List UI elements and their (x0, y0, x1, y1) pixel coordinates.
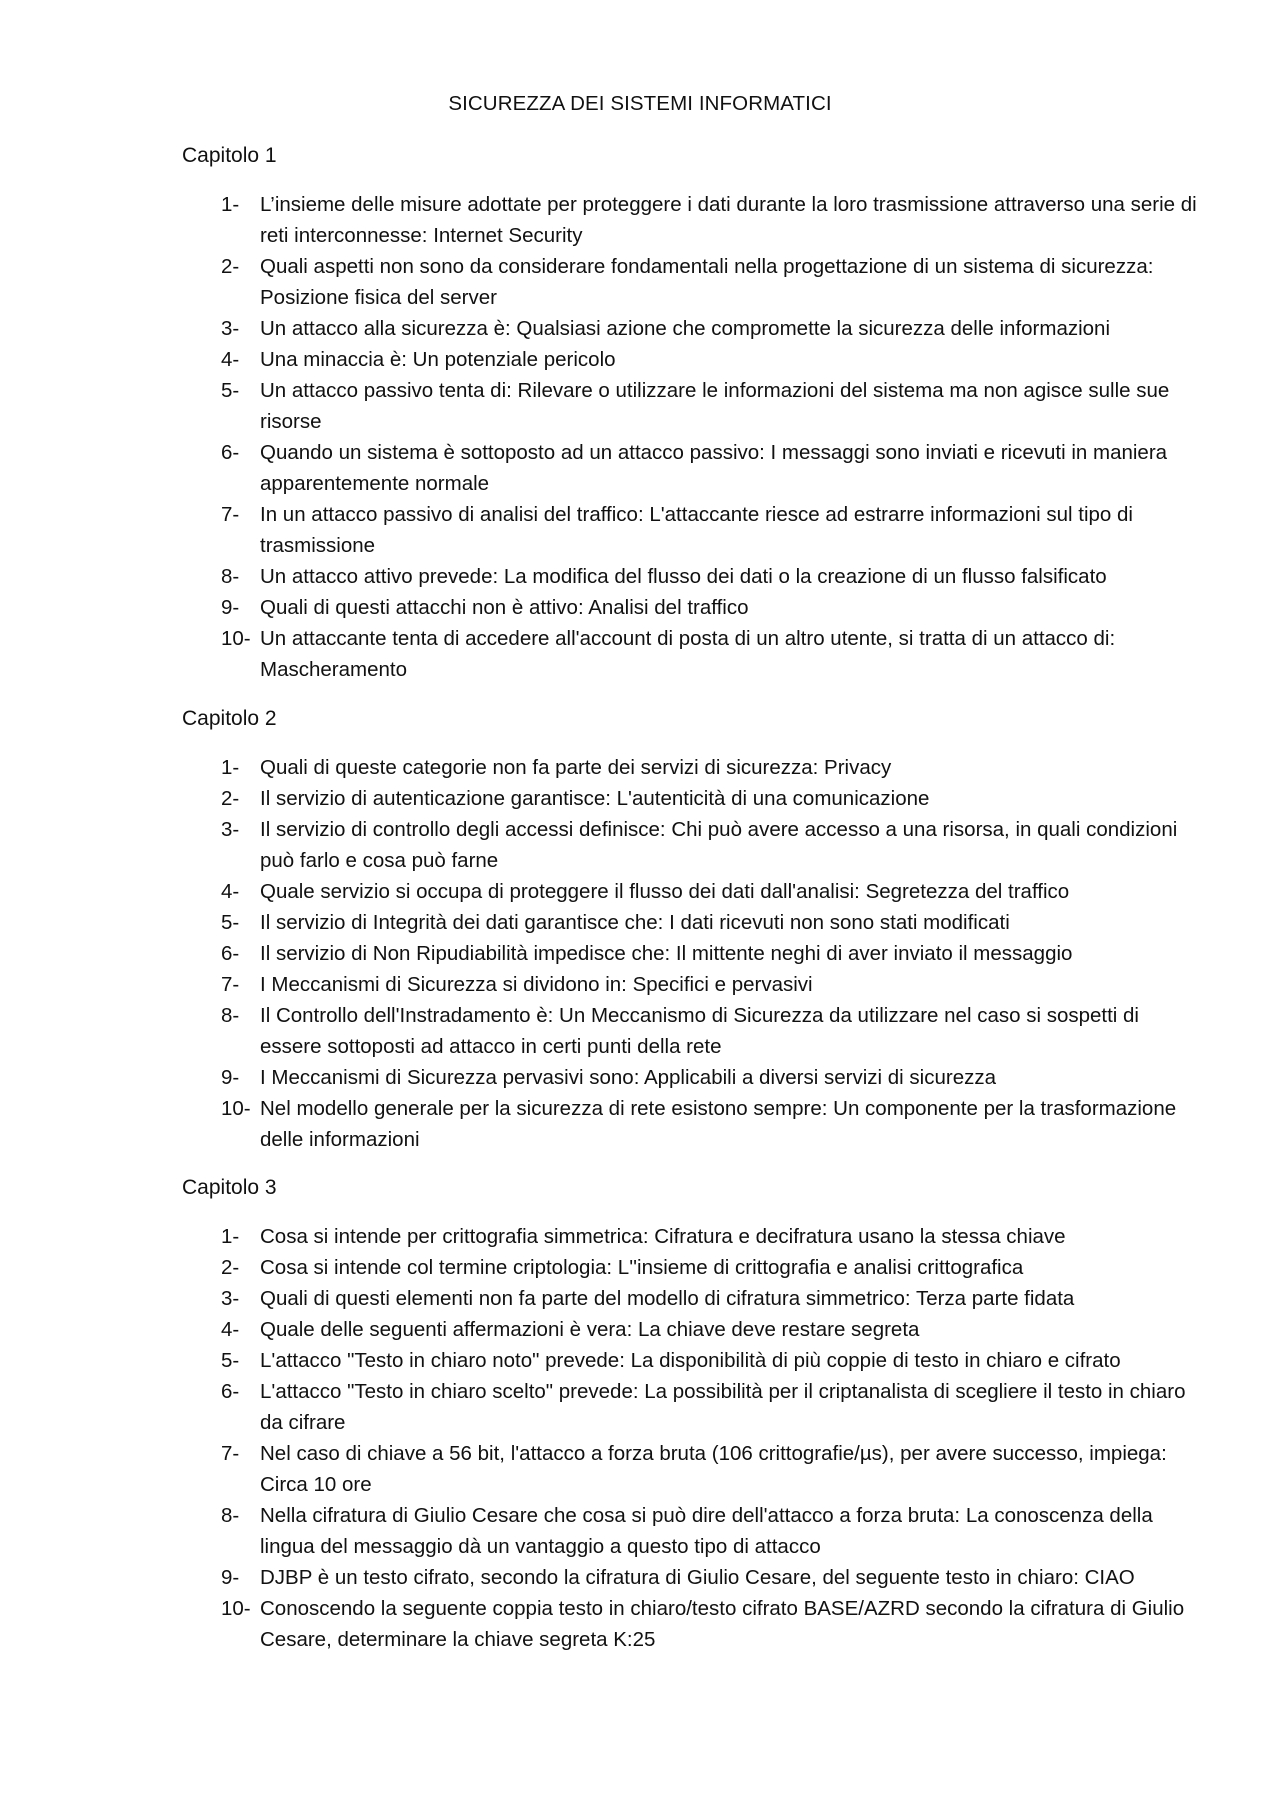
question-item (182, 1062, 1202, 1093)
question-number: 9- (221, 1066, 240, 1089)
question-number: 6- (221, 441, 240, 464)
question-number: 3- (221, 818, 240, 841)
question-number: 2- (221, 255, 240, 278)
question-text: Il servizio di controllo degli accessi definisce: Chi può avere accesso a una risorsa, in quali condizioni può farlo e cosa può farne (260, 818, 1178, 872)
chapter-1 (182, 140, 1202, 685)
question-number: 5- (221, 379, 240, 402)
question-number: 9- (221, 596, 240, 619)
question-text: Nel caso di chiave a 56 bit, l'attacco a forza bruta (106 crittografie/µs), per avere successo, impiega: Circa 10 ore (260, 1442, 1167, 1496)
question-number: 9- (221, 1566, 240, 1589)
question-text: Quali di questi attacchi non è attivo: Analisi del traffico (260, 596, 749, 619)
question-number: 10- (221, 1597, 251, 1620)
question-item (182, 752, 1202, 783)
question-item (182, 499, 1202, 561)
question-item (182, 1221, 1202, 1252)
question-item (182, 1252, 1202, 1283)
chapter-3 (182, 1172, 1202, 1655)
question-item (182, 1345, 1202, 1376)
question-number: 6- (221, 1380, 240, 1403)
question-number: 4- (221, 348, 240, 371)
question-text: I Meccanismi di Sicurezza si dividono in: Specifici e pervasivi (260, 973, 813, 996)
question-item (182, 1314, 1202, 1345)
question-number: 8- (221, 1004, 240, 1027)
chapter-title: Capitolo 1 (182, 144, 277, 167)
question-item (182, 592, 1202, 623)
question-number: 8- (221, 565, 240, 588)
question-number: 2- (221, 1256, 240, 1279)
question-number: 6- (221, 942, 240, 965)
chapter-2 (182, 703, 1202, 1155)
question-text: L'attacco "Testo in chiaro noto" prevede: La disponibilità di più coppie di testo in chiaro e cifrato (260, 1349, 1121, 1372)
question-item (182, 1562, 1202, 1593)
question-text: Quali di questi elementi non fa parte del modello di cifratura simmetrico: Terza parte fidata (260, 1287, 1075, 1310)
question-item (182, 876, 1202, 907)
question-item (182, 1438, 1202, 1500)
question-item (182, 907, 1202, 938)
question-item (182, 437, 1202, 499)
question-text: Quale delle seguenti affermazioni è vera: La chiave deve restare segreta (260, 1318, 920, 1341)
question-list (182, 189, 1202, 685)
question-text: Il servizio di Non Ripudiabilità impedisce che: Il mittente neghi di aver inviato il messaggio (260, 942, 1073, 965)
question-item (182, 1000, 1202, 1062)
question-number: 10- (221, 627, 251, 650)
question-text: Cosa si intende col termine criptologia: L''insieme di crittografia e analisi crittografica (260, 1256, 1024, 1279)
question-number: 1- (221, 1225, 240, 1248)
question-number: 3- (221, 1287, 240, 1310)
question-text: Cosa si intende per crittografia simmetrica: Cifratura e decifratura usano la stessa chiave (260, 1225, 1066, 1248)
question-text: Il Controllo dell'Instradamento è: Un Meccanismo di Sicurezza da utilizzare nel caso si sospetti di essere sottoposti ad attacco in certi punti della rete (260, 1004, 1139, 1058)
question-number: 3- (221, 317, 240, 340)
question-item (182, 375, 1202, 437)
question-number: 4- (221, 880, 240, 903)
question-text: Nella cifratura di Giulio Cesare che cosa si può dire dell'attacco a forza bruta: La conoscenza della lingua del messaggio dà un vantaggio a questo tipo di attacco (260, 1504, 1153, 1558)
question-text: Un attacco attivo prevede: La modifica del flusso dei dati o la creazione di un flusso falsificato (260, 565, 1107, 588)
question-text: Conoscendo la seguente coppia testo in chiaro/testo cifrato BASE/AZRD secondo la cifratura di Giulio Cesare, determinare la chiave segreta K:25 (260, 1597, 1185, 1651)
question-item (182, 1283, 1202, 1314)
question-list (182, 1221, 1202, 1655)
question-item (182, 623, 1202, 685)
question-text: Il servizio di Integrità dei dati garantisce che: I dati ricevuti non sono stati modificati (260, 911, 1010, 934)
question-item (182, 1093, 1202, 1155)
question-item (182, 344, 1202, 375)
question-item (182, 938, 1202, 969)
chapter-title: Capitolo 3 (182, 1176, 277, 1199)
question-number: 7- (221, 1442, 240, 1465)
question-text: Un attacco alla sicurezza è: Qualsiasi azione che compromette la sicurezza delle informazioni (260, 317, 1111, 340)
question-number: 7- (221, 973, 240, 996)
question-number: 4- (221, 1318, 240, 1341)
question-text: Quali aspetti non sono da considerare fondamentali nella progettazione di un sistema di sicurezza: Posizione fisica del server (260, 255, 1154, 309)
question-text: L'attacco "Testo in chiaro scelto" prevede: La possibilità per il criptanalista di scegliere il testo in chiaro da cifrare (260, 1380, 1186, 1434)
question-number: 2- (221, 787, 240, 810)
question-item (182, 189, 1202, 251)
question-item (182, 814, 1202, 876)
question-text: Quando un sistema è sottoposto ad un attacco passivo: I messaggi sono inviati e ricevuti in maniera apparentemente normale (260, 441, 1168, 495)
question-number: 1- (221, 756, 240, 779)
question-item (182, 1593, 1202, 1655)
question-number: 10- (221, 1097, 251, 1120)
question-number: 5- (221, 911, 240, 934)
question-text: Quali di queste categorie non fa parte dei servizi di sicurezza: Privacy (260, 756, 892, 779)
question-text: L’insieme delle misure adottate per proteggere i dati durante la loro trasmissione attraverso una serie di reti interconnesse: Internet Security (260, 193, 1197, 247)
document-title: SICUREZZA DEI SISTEMI INFORMATICI (448, 92, 832, 115)
question-item (182, 1500, 1202, 1562)
question-text: Nel modello generale per la sicurezza di rete esistono sempre: Un componente per la trasformazione delle informazioni (260, 1097, 1177, 1151)
question-number: 1- (221, 193, 240, 216)
question-text: Un attacco passivo tenta di: Rilevare o utilizzare le informazioni del sistema ma non agisce sulle sue risorse (260, 379, 1170, 433)
question-item (182, 969, 1202, 1000)
question-number: 7- (221, 503, 240, 526)
question-item (182, 313, 1202, 344)
question-text: DJBP è un testo cifrato, secondo la cifratura di Giulio Cesare, del seguente testo in chiaro: CIAO (260, 1566, 1135, 1589)
question-number: 8- (221, 1504, 240, 1527)
question-text: Una minaccia è: Un potenziale pericolo (260, 348, 616, 371)
question-number: 5- (221, 1349, 240, 1372)
question-item (182, 561, 1202, 592)
question-text: Il servizio di autenticazione garantisce: L'autenticità di una comunicazione (260, 787, 930, 810)
question-item (182, 783, 1202, 814)
question-text: Un attaccante tenta di accedere all'account di posta di un altro utente, si tratta di un attacco di: Mascheramento (260, 627, 1116, 681)
question-list (182, 752, 1202, 1155)
question-item (182, 1376, 1202, 1438)
question-text: In un attacco passivo di analisi del traffico: L'attaccante riesce ad estrarre informazioni sul tipo di trasmissione (260, 503, 1133, 557)
question-text: Quale servizio si occupa di proteggere il flusso dei dati dall'analisi: Segretezza del traffico (260, 880, 1070, 903)
question-item (182, 251, 1202, 313)
chapter-title: Capitolo 2 (182, 707, 277, 730)
question-text: I Meccanismi di Sicurezza pervasivi sono: Applicabili a diversi servizi di sicurezza (260, 1066, 996, 1089)
